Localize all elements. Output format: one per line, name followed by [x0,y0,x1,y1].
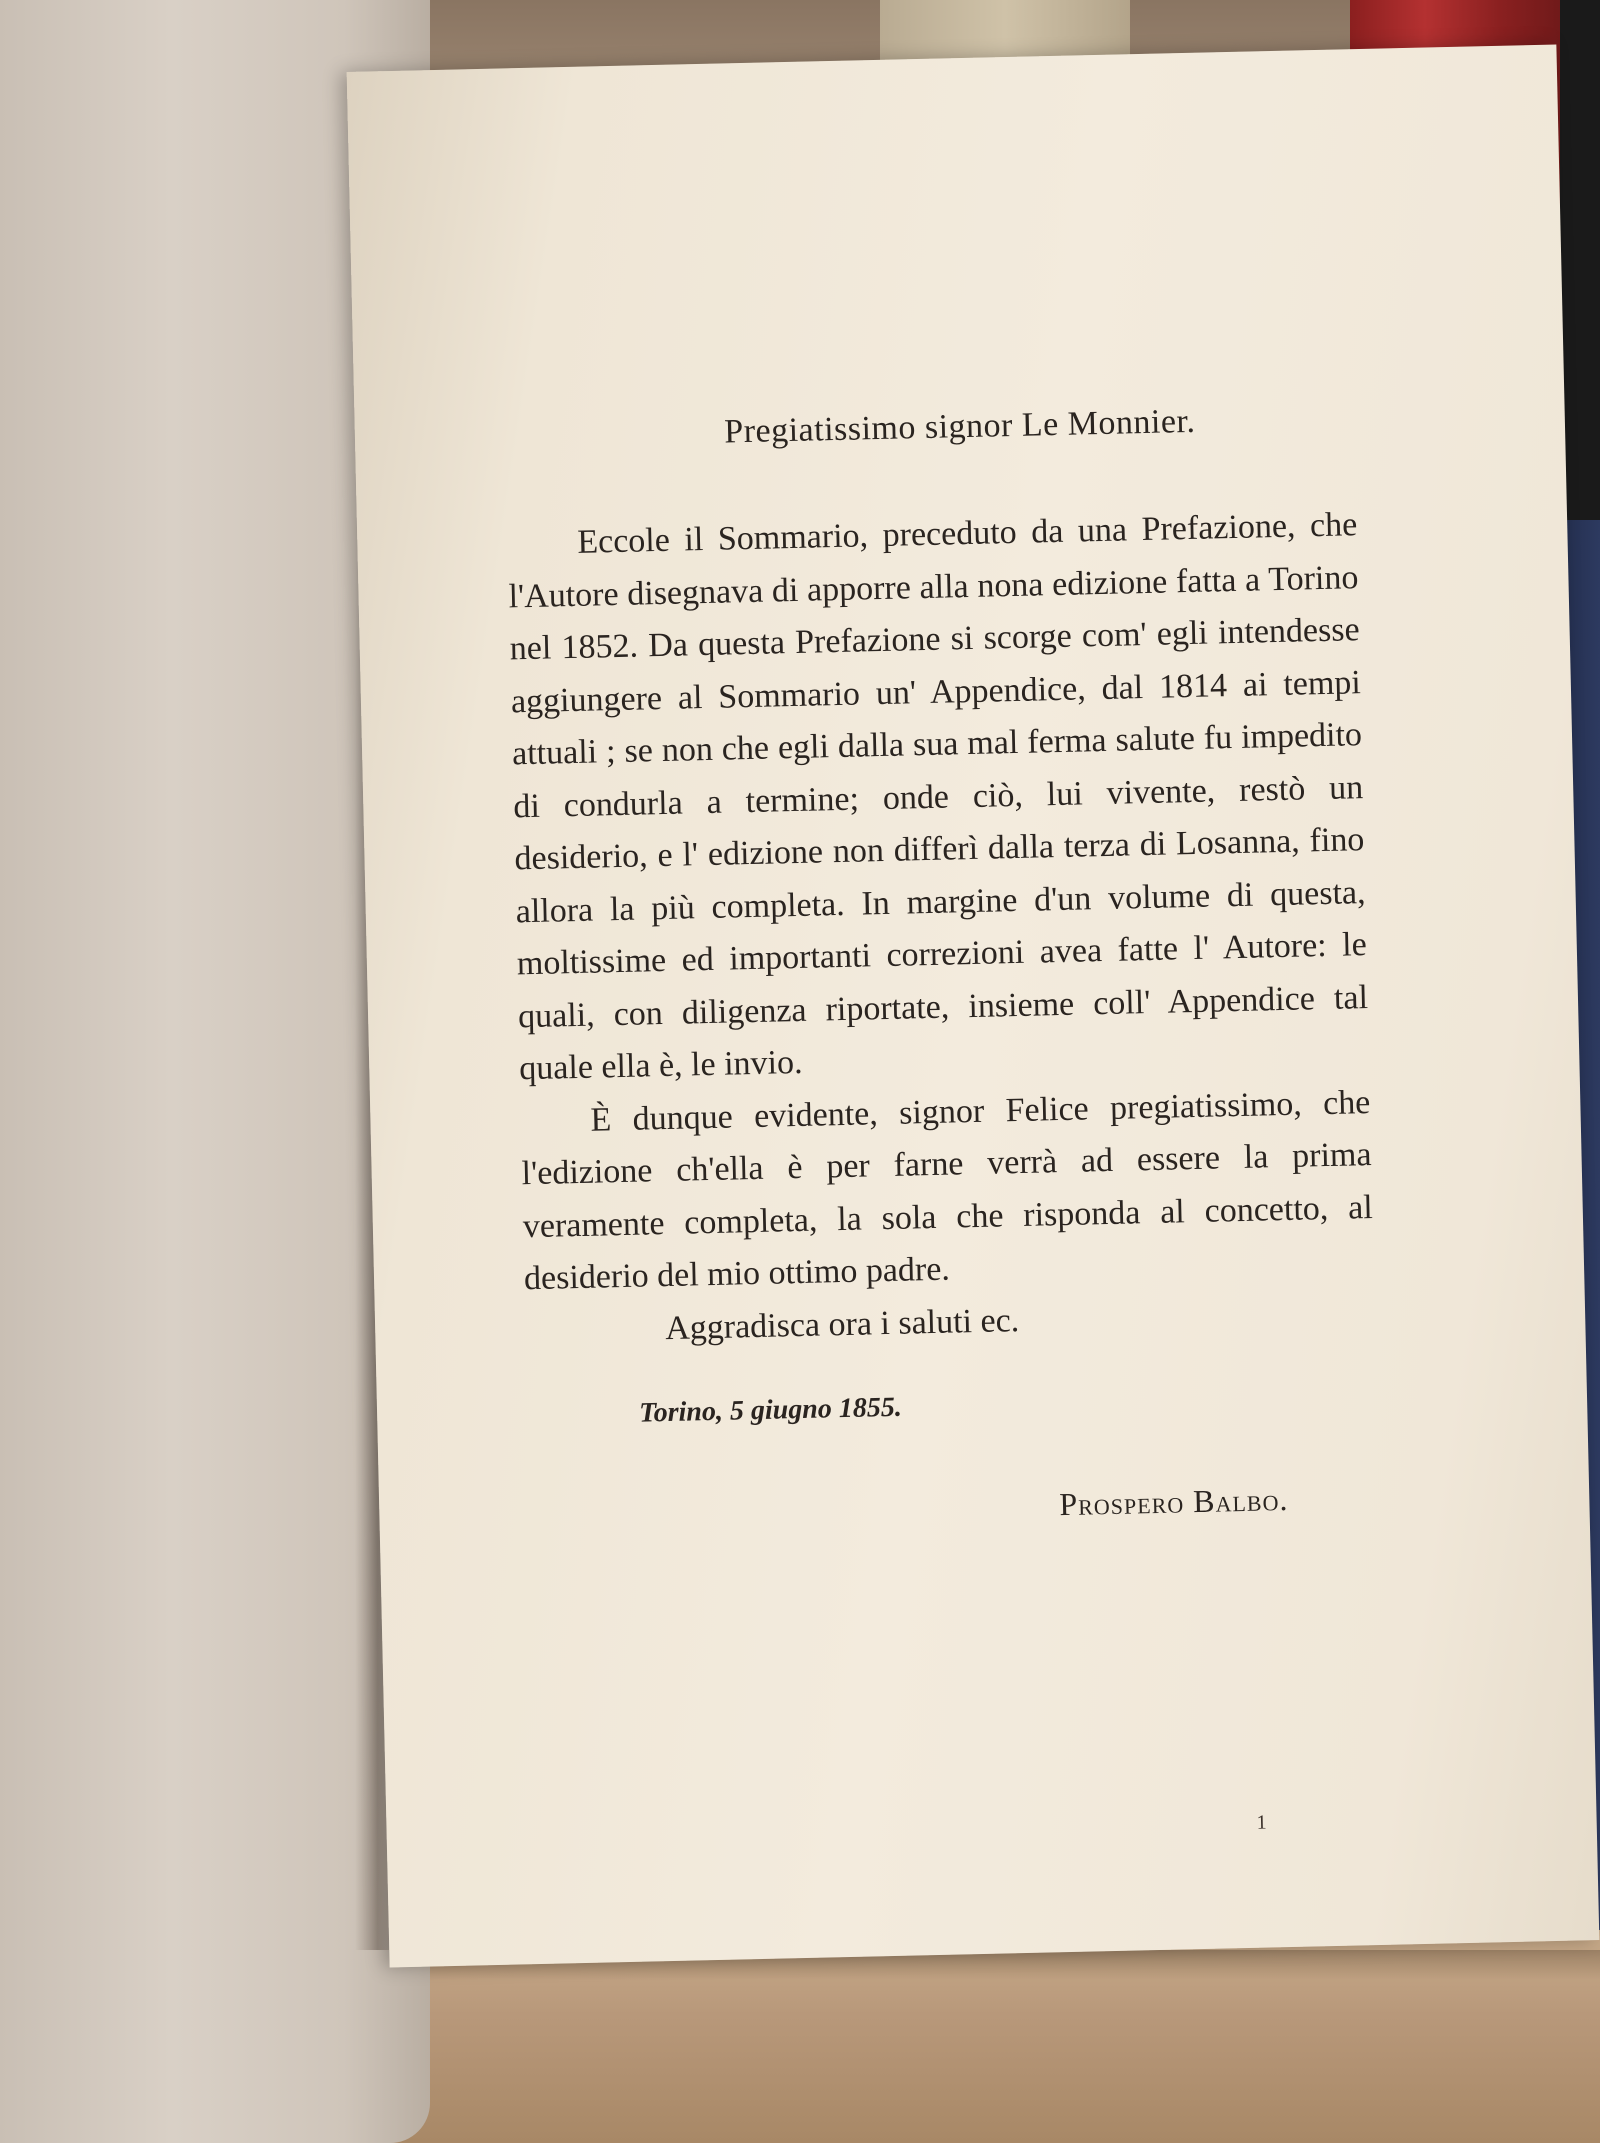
salutation: Pregiatissimo signor Le Monnier. [723,402,1196,451]
page-number: 1 [1256,1811,1267,1834]
background-book-black [1560,0,1600,520]
dateline: Torino, 5 giugno 1855. [638,1391,903,1429]
paragraph-1: Eccole il Sommario, preceduto da una Prefazione, che l'Autore disegnava di apporre alla nona edizione fatta a Torino nel 1852. Da questa Prefazione si scorge com' egli intendesse aggiungere al Sommario un' Appendice, dal 1814 ai tempi attuali ; se non che egli dalla sua mal ferma salute fu impedito di condurla a termine; onde ciò, lui vivente, restò un desiderio, e l' edizione non differì dalla terza di Losanna, fino allora la più completa. In margine d'un volume di questa, moltissime ed importanti correzioni avea fatte l' Autore: le quali, con diligenza riportate, insieme coll' Appendice tal quale ella è, le invio. [508,506,1369,1088]
letter-body [507,499,1375,1306]
closing-line: Aggradisca ora i saluti ec. [664,1301,1020,1347]
signature: Prospero Balbo. [1058,1480,1289,1523]
right-page [347,45,1600,1968]
paragraph-2: È dunque evidente, signor Felice pregiatissimo, che l'edizione ch'ella è per farne verrà ad essere la prima veramente completa, la sola che risponda al concetto, al desiderio del mio ottimo padre. [521,1083,1374,1298]
letter-text-block [505,399,1380,1535]
